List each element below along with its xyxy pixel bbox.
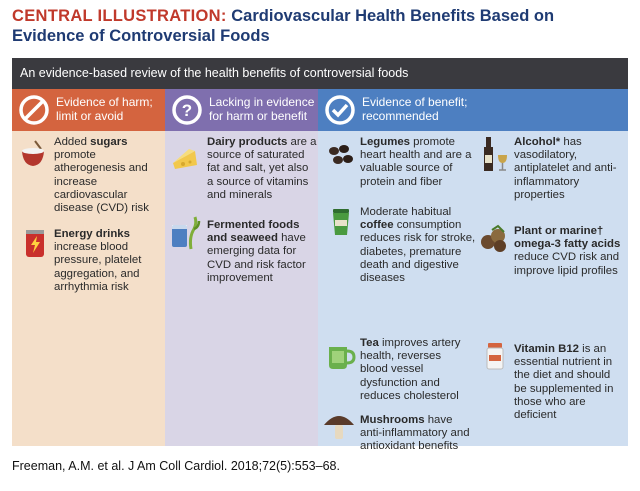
checkmark-icon (323, 93, 357, 127)
legumes-icon (326, 141, 354, 171)
item-vitamin-b12: Vitamin B12 is an essential nutrient in the diet and should be supplemented in those who are deficient (514, 343, 614, 422)
tea-icon (326, 341, 356, 371)
illustration-panel (12, 58, 628, 453)
column-lacking (165, 89, 318, 446)
question-mark-icon (170, 93, 204, 127)
coffee-icon (328, 207, 354, 237)
item-alcohol: Alcohol* has vasodilatory, antiplatelet and anti-inflammatory properties (514, 136, 617, 201)
alcohol-icon (480, 135, 510, 173)
item-legumes: Legumes promote heart health and are a valuable source of protein and fiber (360, 136, 472, 188)
item-added-sugars: Added sugars promote atherogenesis and increase cardiovascular disease (CVD) risk (54, 136, 149, 215)
column-harm-header (12, 89, 165, 131)
energy-drink-icon (22, 228, 48, 258)
omega3-icon (478, 224, 512, 254)
column-harm (12, 89, 165, 446)
item-coffee: Moderate habitual coffee consumption reduces risk for stroke, diabetes, premature death and digestive diseases (360, 206, 476, 285)
column-harm-heading: Evidence of harm; limit or avoid (56, 95, 153, 123)
item-omega3: Plant or marine† omega-3 fatty acids reduce CVD risk and improve lipid profiles (514, 225, 621, 277)
item-dairy-products: Dairy products are a source of saturated fat and salt, yet also a source of vitamins and minerals (207, 136, 317, 201)
title-lead: CENTRAL ILLUSTRATION: (12, 7, 227, 25)
item-fermented-foods: Fermented foods and seaweed have emerging data for CVD and risk factor improvement (207, 219, 306, 284)
citation: Freeman, A.M. et al. J Am Coll Cardiol. 2018;72(5):553–68. (12, 459, 340, 473)
panel-header: An evidence-based review of the health benefits of controversial foods (12, 58, 628, 89)
column-benefit-heading: Evidence of benefit; recommended (362, 95, 468, 123)
svg-text:?: ? (181, 101, 193, 120)
mushroom-icon (322, 411, 356, 441)
column-benefit-header (318, 89, 628, 131)
column-lacking-heading: Lacking in evidence for harm or benefit (209, 95, 315, 123)
fermented-foods-icon (169, 215, 201, 251)
column-benefit (318, 89, 628, 453)
sugar-bowl-icon (20, 139, 46, 169)
page-title (12, 6, 628, 46)
title-text: Cardiovascular Health Benefits Based on Evidence of Controversial Foods (12, 7, 555, 45)
column-lacking-header (165, 89, 318, 131)
vitamin-b12-icon (482, 341, 508, 371)
item-tea: Tea improves artery health, reverses blood vessel dysfunction and reduces cholesterol (360, 337, 461, 402)
prohibited-icon (17, 93, 51, 127)
cheese-icon (171, 143, 199, 173)
item-energy-drinks: Energy drinks increase blood pressure, platelet aggregation, and arrhythmia risk (54, 228, 142, 293)
item-mushrooms: Mushrooms have anti-inflammatory and antioxidant benefits (360, 414, 470, 453)
